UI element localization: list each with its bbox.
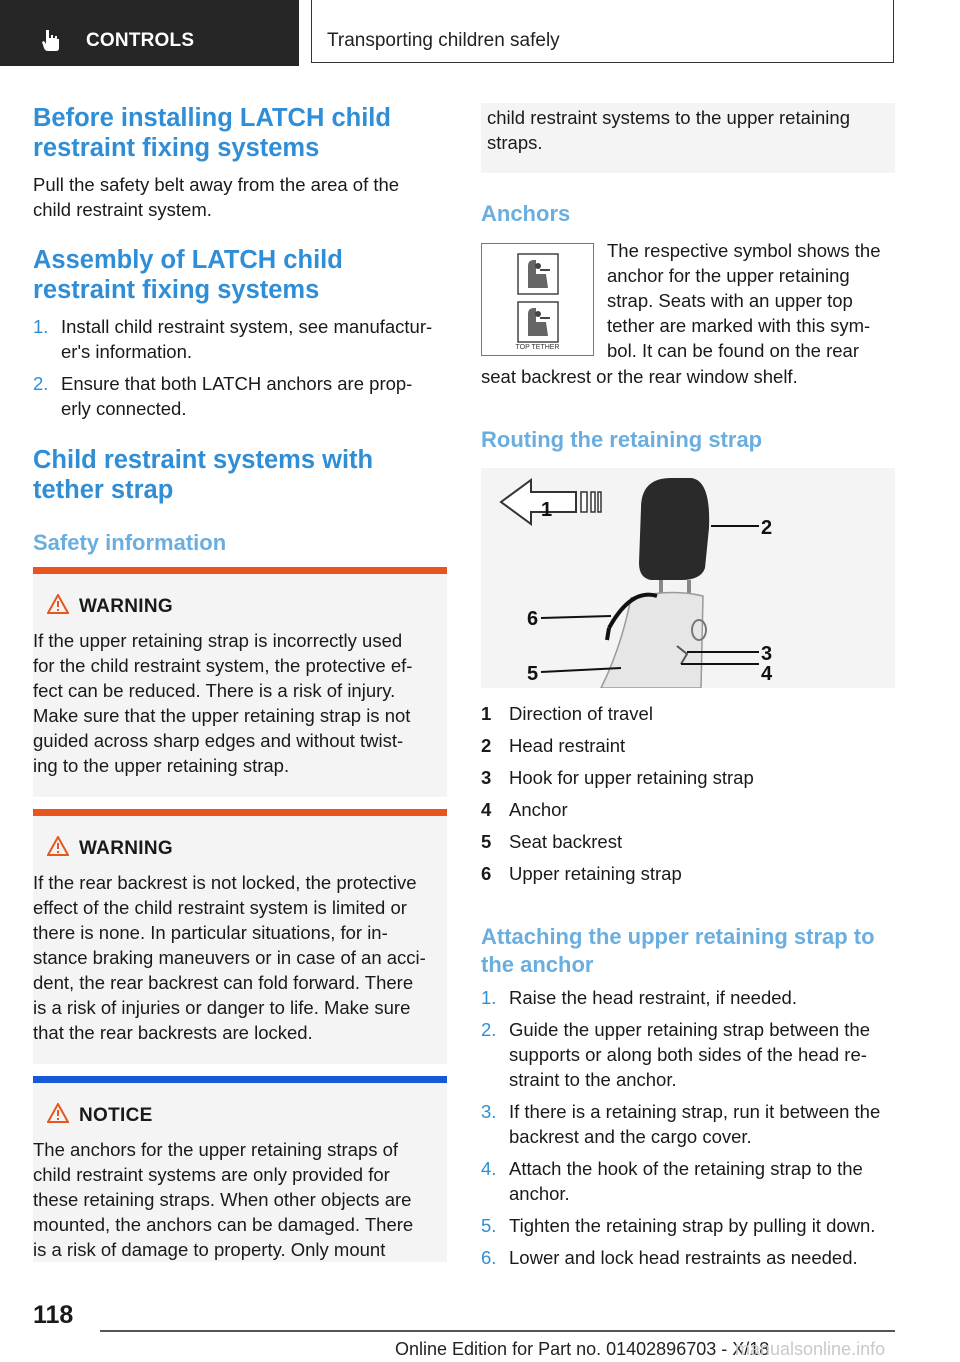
notice-text: child restraint systems to the upper retaining straps.: [487, 107, 850, 153]
step-text: Guide the upper retaining strap between the: [509, 1019, 870, 1040]
heading-before-installing: Before installing LATCH child restraint fixing systems: [33, 104, 391, 162]
step-number: 5.: [481, 1215, 497, 1236]
list-item: [33, 314, 447, 364]
anchors-paragraph-end: seat backrest or the rear window shelf.: [481, 366, 798, 387]
paragraph-before-installing: Pull the safety belt away from the area of the child restraint system.: [33, 174, 400, 220]
symbol-caption: TOP TETHER: [515, 344, 560, 351]
warning-text: If the upper retaining strap is incorrectly used for the child restraint system, the protective ef- fect can be reduced. There is a risk of injury. Make sure that the upper retaining strap is not guided across sharp edges and without twist- ing to the upper retaining strap.: [33, 630, 413, 776]
warning-text: If the rear backrest is not locked, the protective effect of the child restraint system is limited or there is none. In particular situations, for in- stance braking maneuvers or in case of an acci- dent, the rear backrest can fold forward. There is a risk of injuries or danger to life. Make sure that the rear backrests are locked.: [33, 872, 426, 1043]
list-item: [481, 1017, 895, 1092]
step-number: 1.: [33, 316, 49, 337]
heading-assembly: Assembly of LATCH child restraint fixing systems: [33, 246, 343, 304]
list-item: [481, 1099, 895, 1149]
chapter-header: [311, 0, 894, 63]
headrest-strap-illustration: [481, 468, 895, 688]
diagram-legend: [481, 701, 895, 901]
notice-text: The anchors for the upper retaining straps of child restraint systems are only provided for these retaining straps. When other objects are mounted, the anchors can be damaged. There is a risk of damage to property. Only mount: [33, 1139, 414, 1260]
warning-triangle-icon: [47, 836, 69, 856]
step-number: 4.: [481, 1158, 497, 1179]
warning-box: [33, 809, 447, 1064]
step-number: 2.: [33, 373, 49, 394]
step-text: anchor.: [509, 1183, 570, 1204]
warning-label: WARNING: [79, 596, 173, 617]
notice-label: NOTICE: [79, 1105, 153, 1126]
hand-pointer-icon: [40, 28, 62, 52]
legend-row: 2 Head restraint: [481, 735, 626, 756]
step-text: If there is a retaining strap, run it between the: [509, 1101, 881, 1122]
chapter-title: Transporting children safely: [327, 30, 560, 51]
step-text: Lower and lock head restraints as needed.: [509, 1247, 858, 1268]
list-item: [481, 1156, 895, 1206]
warning-triangle-icon: [47, 594, 69, 614]
notice-box: [33, 1076, 447, 1262]
step-text: Ensure that both LATCH anchors are prop-: [61, 373, 413, 394]
diagram-label: 6: [527, 608, 539, 630]
notice-continuation: [481, 103, 895, 173]
step-number: 1.: [481, 987, 497, 1008]
diagram-label: 5: [527, 663, 539, 685]
legend-row: 5 Seat backrest: [481, 831, 623, 852]
notice-triangle-icon: [47, 1103, 69, 1123]
step-text: straint to the anchor.: [509, 1069, 677, 1090]
step-text: Attach the hook of the retaining strap to the: [509, 1158, 863, 1179]
heading-tether: Child restraint systems with tether strap: [33, 446, 374, 504]
warning-bar: [33, 809, 447, 816]
edition-text: Online Edition for Part no. 01402896703 - X/18: [395, 1339, 770, 1359]
diagram-label: 3: [761, 643, 773, 665]
step-text: supports or along both sides of the head re-: [509, 1044, 867, 1065]
warning-box: [33, 567, 447, 797]
notice-bar: [33, 1076, 447, 1083]
anchors-paragraph: The respective symbol shows the anchor for the upper retaining strap. Seats with an upper top tether are marked with this sym- bol. It can be found on the rear: [607, 240, 881, 361]
step-text: erly connected.: [61, 398, 187, 419]
diagram-label: 4: [761, 663, 773, 685]
top-tether-symbol: [481, 243, 594, 356]
diagram-label: 2: [761, 517, 773, 539]
step-text: backrest and the cargo cover.: [509, 1126, 752, 1147]
step-number: 3.: [481, 1101, 497, 1122]
warning-bar: [33, 567, 447, 574]
diagram-label: 1: [541, 499, 553, 521]
list-item: [481, 985, 895, 1010]
heading-attach: Attaching the upper retaining strap to the anchor: [481, 924, 875, 977]
heading-safety-info: Safety information: [33, 530, 227, 555]
heading-anchors: Anchors: [481, 201, 571, 226]
list-item: [481, 1213, 895, 1238]
warning-label: WARNING: [79, 838, 173, 859]
list-item: [33, 371, 447, 421]
legend-row: 4 Anchor: [481, 799, 568, 820]
footer-divider: [100, 1330, 895, 1332]
legend-row: 3 Hook for upper retaining strap: [481, 767, 754, 788]
list-item: [481, 1245, 895, 1270]
step-text: Raise the head restraint, if needed.: [509, 987, 797, 1008]
step-number: 2.: [481, 1019, 497, 1040]
section-tab: [0, 0, 299, 66]
step-number: 6.: [481, 1247, 497, 1268]
section-label: CONTROLS: [86, 30, 195, 51]
step-text: Install child restraint system, see manufactur-: [61, 316, 433, 337]
watermark-text: manualsonline.info: [735, 1339, 886, 1359]
legend-row: 1 Direction of travel: [481, 703, 653, 724]
legend-row: 6 Upper retaining strap: [481, 863, 682, 884]
step-text: er's information.: [61, 341, 193, 362]
step-text: Tighten the retaining strap by pulling it down.: [509, 1215, 876, 1236]
routing-diagram: [481, 468, 895, 688]
page-number: 118: [33, 1301, 74, 1329]
seat-anchor-icon: [482, 244, 593, 355]
heading-routing: Routing the retaining strap: [481, 427, 763, 452]
